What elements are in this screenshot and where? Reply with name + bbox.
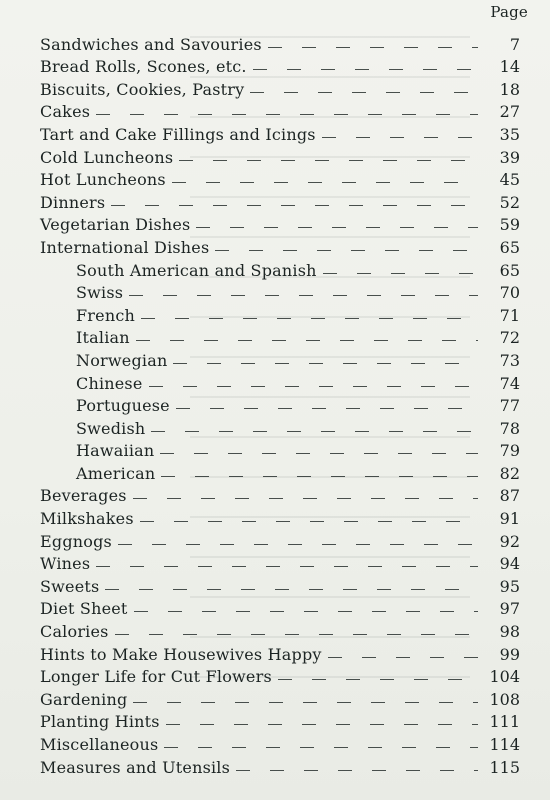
toc-page-number: 7 bbox=[509, 34, 520, 54]
dot-leader bbox=[278, 679, 478, 680]
toc-entry-title: Biscuits, Cookies, Pastry bbox=[40, 79, 245, 99]
dot-leader bbox=[164, 747, 478, 748]
toc-entry bbox=[0, 144, 550, 167]
toc-page-number: 115 bbox=[489, 757, 520, 777]
toc-entry-title: Planting Hints bbox=[40, 712, 160, 732]
dot-leader bbox=[196, 227, 478, 228]
toc-entry-title: Gardening bbox=[40, 689, 128, 709]
toc-page-number: 65 bbox=[499, 260, 520, 280]
dot-leader bbox=[323, 273, 478, 274]
toc-page-number: 52 bbox=[499, 192, 520, 212]
dot-leader bbox=[141, 318, 478, 319]
toc-entry bbox=[0, 754, 550, 777]
dot-leader bbox=[173, 363, 478, 364]
toc-entry bbox=[0, 76, 550, 99]
toc-entry bbox=[0, 709, 550, 732]
toc-page-number: 78 bbox=[499, 418, 520, 438]
toc-page-number: 72 bbox=[499, 328, 520, 348]
dot-leader bbox=[115, 634, 478, 635]
toc-entry bbox=[0, 31, 550, 54]
toc-subentry bbox=[0, 280, 550, 303]
toc-page-number: 65 bbox=[499, 237, 520, 257]
toc-page-number: 114 bbox=[489, 735, 520, 754]
toc-subentry bbox=[0, 257, 550, 280]
toc-entry-title: Eggnogs bbox=[40, 531, 112, 551]
toc-entry-title: Cold Luncheons bbox=[40, 147, 174, 167]
toc-entry-title: Vegetarian Dishes bbox=[40, 215, 191, 235]
dot-leader bbox=[328, 657, 478, 658]
toc-page-number: 59 bbox=[499, 215, 520, 235]
toc-entry-title: International Dishes bbox=[40, 237, 210, 257]
dot-leader bbox=[118, 544, 478, 545]
dot-leader bbox=[151, 431, 478, 432]
dot-leader bbox=[215, 250, 478, 251]
toc-entry-title: Chinese bbox=[76, 373, 143, 393]
dot-leader bbox=[172, 182, 478, 183]
dot-leader bbox=[161, 476, 478, 477]
toc-page-number: 71 bbox=[499, 305, 520, 325]
dot-leader bbox=[134, 611, 478, 612]
toc-entry bbox=[0, 483, 550, 506]
toc-entry bbox=[0, 686, 550, 709]
toc-page-number: 77 bbox=[499, 396, 520, 416]
toc-subentry bbox=[0, 347, 550, 370]
toc-entry-title: American bbox=[76, 463, 156, 483]
toc-page-number: 99 bbox=[499, 644, 520, 664]
toc-entry bbox=[0, 573, 550, 596]
toc-page-number: 35 bbox=[499, 124, 520, 144]
dot-leader bbox=[140, 521, 478, 522]
dot-leader bbox=[96, 114, 478, 115]
table-of-contents bbox=[0, 31, 550, 777]
toc-page-number: 82 bbox=[499, 463, 520, 483]
toc-entry-title: Longer Life for Cut Flowers bbox=[40, 667, 272, 687]
toc-entry-title: Hints to Make Housewives Happy bbox=[40, 644, 322, 664]
dot-leader bbox=[105, 589, 478, 590]
toc-page-number: 95 bbox=[499, 576, 520, 596]
toc-entry bbox=[0, 731, 550, 754]
toc-entry-title: Norwegian bbox=[76, 350, 168, 370]
dot-leader bbox=[111, 205, 478, 206]
toc-entry bbox=[0, 618, 550, 641]
toc-page-number: 104 bbox=[489, 667, 520, 687]
toc-entry-title: Swiss bbox=[76, 283, 124, 303]
toc-subentry bbox=[0, 325, 550, 348]
toc-entry bbox=[0, 99, 550, 122]
toc-entry-title: Italian bbox=[76, 328, 130, 348]
toc-subentry bbox=[0, 415, 550, 438]
toc-page-number: 79 bbox=[499, 441, 520, 461]
toc-page-number: 97 bbox=[499, 599, 520, 619]
dot-leader bbox=[176, 408, 478, 409]
toc-page-number: 27 bbox=[499, 102, 520, 122]
toc-entry bbox=[0, 664, 550, 687]
toc-entry bbox=[0, 596, 550, 619]
toc-page-number: 18 bbox=[499, 79, 520, 99]
toc-entry-title: Sweets bbox=[40, 576, 100, 596]
toc-subentry bbox=[0, 370, 550, 393]
toc-entry-title: French bbox=[76, 305, 135, 325]
toc-entry bbox=[0, 121, 550, 144]
toc-page-number: 87 bbox=[499, 486, 520, 506]
toc-page-number: 73 bbox=[499, 350, 520, 370]
toc-page-number: 108 bbox=[489, 689, 520, 709]
dot-leader bbox=[149, 386, 478, 387]
toc-entry bbox=[0, 189, 550, 212]
dot-leader bbox=[133, 498, 478, 499]
toc-subentry bbox=[0, 438, 550, 461]
toc-entry-title: Swedish bbox=[76, 418, 146, 438]
toc-entry-title: Dinners bbox=[40, 192, 106, 212]
toc-entry-title: Bread Rolls, Scones, etc. bbox=[40, 57, 247, 77]
toc-entry-title: Hot Luncheons bbox=[40, 170, 166, 190]
toc-subentry bbox=[0, 393, 550, 416]
toc-entry-title: Miscellaneous bbox=[40, 735, 159, 754]
dot-leader bbox=[166, 724, 478, 725]
dot-leader bbox=[96, 566, 478, 567]
toc-entry-title: Wines bbox=[40, 554, 91, 574]
toc-entry-title: Tart and Cake Fillings and Icings bbox=[40, 124, 316, 144]
toc-entry bbox=[0, 54, 550, 77]
toc-page-number: 70 bbox=[499, 283, 520, 303]
toc-page-number: 45 bbox=[499, 170, 520, 190]
toc-page-number: 94 bbox=[499, 554, 520, 574]
toc-page-number: 98 bbox=[499, 622, 520, 642]
toc-entry bbox=[0, 641, 550, 664]
toc-entry bbox=[0, 505, 550, 528]
toc-entry bbox=[0, 528, 550, 551]
dot-leader bbox=[160, 453, 478, 454]
dot-leader bbox=[322, 137, 478, 138]
toc-entry-title: Beverages bbox=[40, 486, 127, 506]
toc-entry-title: South American and Spanish bbox=[76, 260, 317, 280]
dot-leader bbox=[129, 295, 478, 296]
toc-subentry bbox=[0, 460, 550, 483]
dot-leader bbox=[236, 770, 478, 771]
toc-page-number: 39 bbox=[499, 147, 520, 167]
dot-leader bbox=[268, 47, 478, 48]
dot-leader bbox=[133, 702, 478, 703]
toc-page-number: 92 bbox=[499, 531, 520, 551]
toc-entry-title: Diet Sheet bbox=[40, 599, 128, 619]
toc-entry-title: Sandwiches and Savouries bbox=[40, 34, 262, 54]
page-column-header: Page bbox=[490, 3, 528, 21]
toc-entry-title: Hawaiian bbox=[76, 441, 155, 461]
toc-entry-title: Cakes bbox=[40, 102, 91, 122]
toc-page-number: 91 bbox=[499, 509, 520, 529]
toc-entry bbox=[0, 167, 550, 190]
toc-entry bbox=[0, 234, 550, 257]
toc-entry-title: Portuguese bbox=[76, 396, 170, 416]
toc-page-number: 111 bbox=[489, 712, 520, 732]
dot-leader bbox=[136, 340, 478, 341]
toc-entry-title: Calories bbox=[40, 622, 109, 642]
dot-leader bbox=[250, 92, 478, 93]
toc-entry-title: Milkshakes bbox=[40, 509, 134, 529]
toc-subentry bbox=[0, 302, 550, 325]
toc-entry bbox=[0, 551, 550, 574]
dot-leader bbox=[253, 69, 478, 70]
toc-entry-title: Measures and Utensils bbox=[40, 757, 231, 777]
dot-leader bbox=[179, 160, 478, 161]
toc-page-number: 14 bbox=[499, 57, 520, 77]
toc-entry bbox=[0, 212, 550, 235]
toc-page-number: 74 bbox=[499, 373, 520, 393]
